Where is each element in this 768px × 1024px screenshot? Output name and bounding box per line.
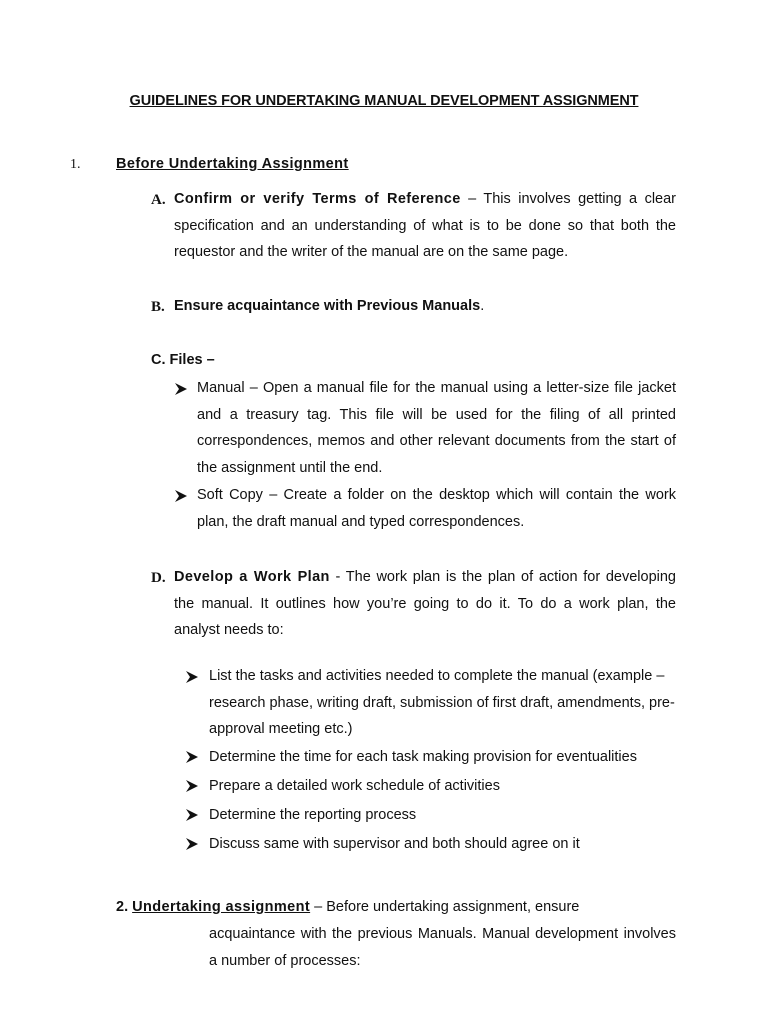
arrow-bullet-icon [185, 837, 199, 851]
item-c-heading: C. Files – [151, 352, 215, 368]
item-c-bullet-1: Manual – Open a manual file for the manual using a letter-size file jacket and a treasury tag. This file will be used for the filing of all printed correspondences, memos and other relevant documents from the start of the assignment until the end. [197, 380, 676, 476]
item-b-text: . [480, 298, 485, 314]
item-d-letter: D. [151, 570, 166, 586]
item-d-bullet-2: Determine the time for each task making provision for eventualities [209, 749, 637, 765]
item-c-bullet-2: Soft Copy – Create a folder on the desktop which will contain the work plan, the draft manual and typed correspondences. [197, 487, 676, 530]
arrow-bullet-icon [174, 489, 188, 503]
item-a-letter: A. [151, 192, 166, 208]
section-2-paragraph: acquaintance with the previous Manuals. Manual development involves a number of processes: [209, 926, 676, 969]
section-1-number: 1. [70, 157, 81, 172]
item-d-bullet-3: Prepare a detailed work schedule of activities [209, 778, 500, 794]
item-d-bullet-4: Determine the reporting process [209, 807, 417, 823]
item-d-text: - The work plan is the plan of action for developing the manual. It outlines how you’re going to do it. To do a work plan, the analyst needs to: [174, 569, 676, 638]
item-d-bullet-1: List the tasks and activities needed to complete the manual (example – research phase, writing draft, submission of first draft, amendments, pre-approval meeting etc.) [209, 668, 675, 737]
item-b-letter: B. [151, 299, 165, 315]
item-d-bullet-5: Discuss same with supervisor and both should agree on it [209, 836, 580, 852]
section-2-heading: Undertaking assignment [132, 899, 311, 915]
arrow-bullet-icon [185, 670, 199, 684]
arrow-bullet-icon [185, 750, 199, 764]
item-a-bold: Confirm or verify Terms of Reference [174, 191, 461, 207]
item-a-paragraph [174, 186, 676, 266]
item-a-text: – This involves getting a clear specification and an understanding of what is to be done so that both the requestor and the writer of the manual are on the same page. [174, 191, 676, 260]
item-d-paragraph [174, 564, 676, 644]
arrow-bullet-icon [185, 779, 199, 793]
item-b-bold: Ensure acquaintance with Previous Manuals [174, 298, 481, 314]
arrow-bullet-icon [174, 382, 188, 396]
section-2-number: 2. [116, 899, 129, 915]
section-1-heading: Before Undertaking Assignment [116, 156, 349, 172]
arrow-bullet-icon [185, 808, 199, 822]
section-2-line [116, 894, 676, 921]
section-2-text-line1: – Before undertaking assignment, ensure [310, 899, 580, 915]
item-b-paragraph [174, 293, 676, 320]
item-d-bold: Develop a Work Plan [174, 569, 330, 585]
document-title: GUIDELINES FOR UNDERTAKING MANUAL DEVELOPMENT ASSIGNMENT [129, 93, 639, 109]
